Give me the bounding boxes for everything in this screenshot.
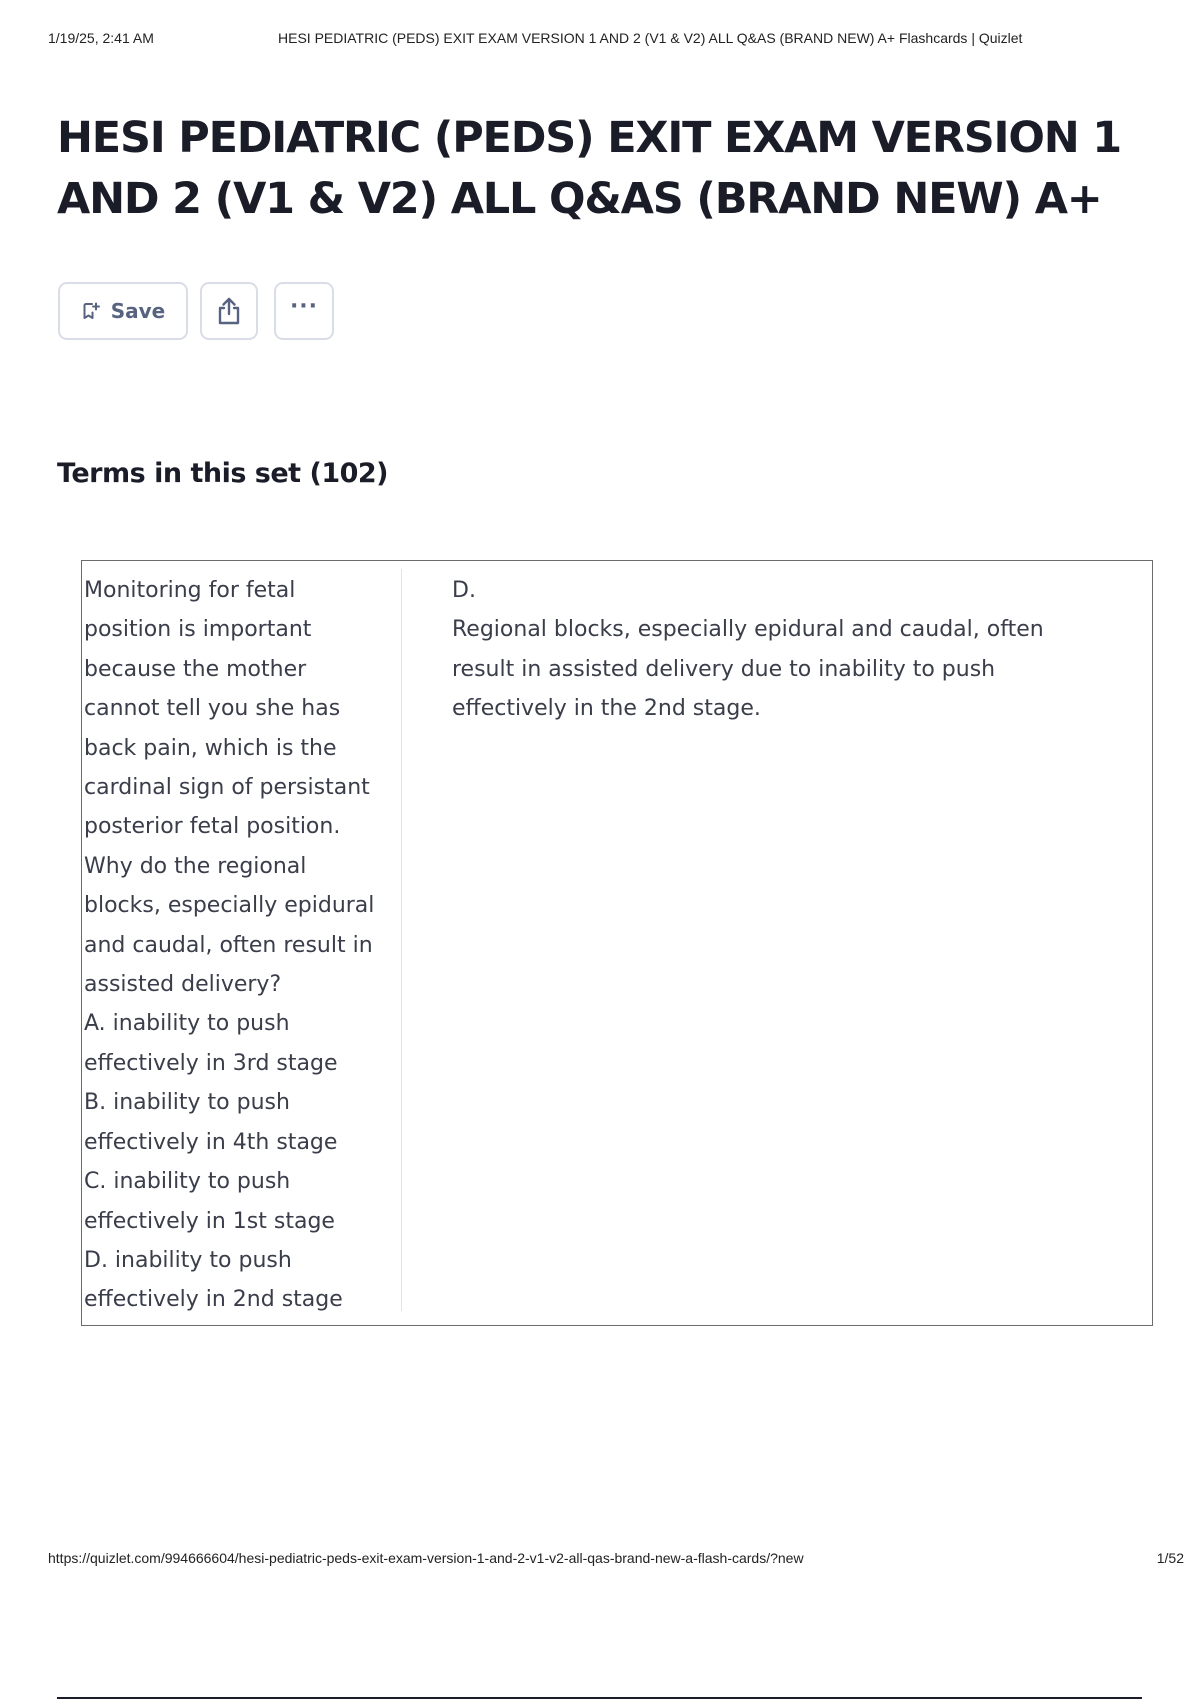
more-options-button[interactable] (274, 282, 334, 340)
save-button[interactable] (58, 282, 188, 340)
print-document-title: HESI PEDIATRIC (PEDS) EXIT EXAM VERSION 1 AND 2 (V1 & V2) ALL Q&AS (BRAND NEW) A+ Flashcards | Quizlet (278, 30, 1023, 46)
share-button[interactable] (200, 282, 258, 340)
terms-heading: Terms in this set (102) (57, 458, 389, 489)
column-divider (401, 569, 402, 1311)
save-button-label: Save (110, 299, 166, 323)
print-date: 1/19/25, 2:41 AM (48, 30, 154, 46)
definition-text: D. Regional blocks, especially epidural and caudal, often result in assisted delivery due to inability to push effectively in the 2nd stage. (452, 578, 1044, 722)
share-icon (215, 296, 243, 326)
term-text: Monitoring for fetal position is important because the mother cannot tell you she has back pain, which is the cardinal sign of persistant posterior fetal position. Why do the regional blocks, especially epidural and caudal, often result in assisted delivery? A. inability to push effectively in 3rd stage B. inability to push effectively in 4th stage C. inability to push effectively in 1st stage D. inability to push effectively in 2nd stage (84, 578, 375, 1313)
more-icon: ··· (289, 294, 319, 319)
term-card-row (82, 561, 1152, 1325)
print-header (48, 30, 1152, 50)
set-title: HESI PEDIATRIC (PEDS) EXIT EXAM VERSION 1 AND 2 (V1 & V2) ALL Q&AS (BRAND NEW) A+ (57, 113, 1121, 224)
save-icon (81, 301, 101, 321)
terms-table (81, 560, 1153, 1326)
page-bottom-divider (57, 1697, 1142, 1699)
page-number: 1/52 (1156, 1550, 1184, 1566)
print-url: https://quizlet.com/994666604/hesi-pediatric-peds-exit-exam-version-1-and-2-v1-v2-all-qas-brand-new-a-flash-cards/?new (48, 1550, 804, 1566)
print-footer (48, 1550, 1184, 1570)
